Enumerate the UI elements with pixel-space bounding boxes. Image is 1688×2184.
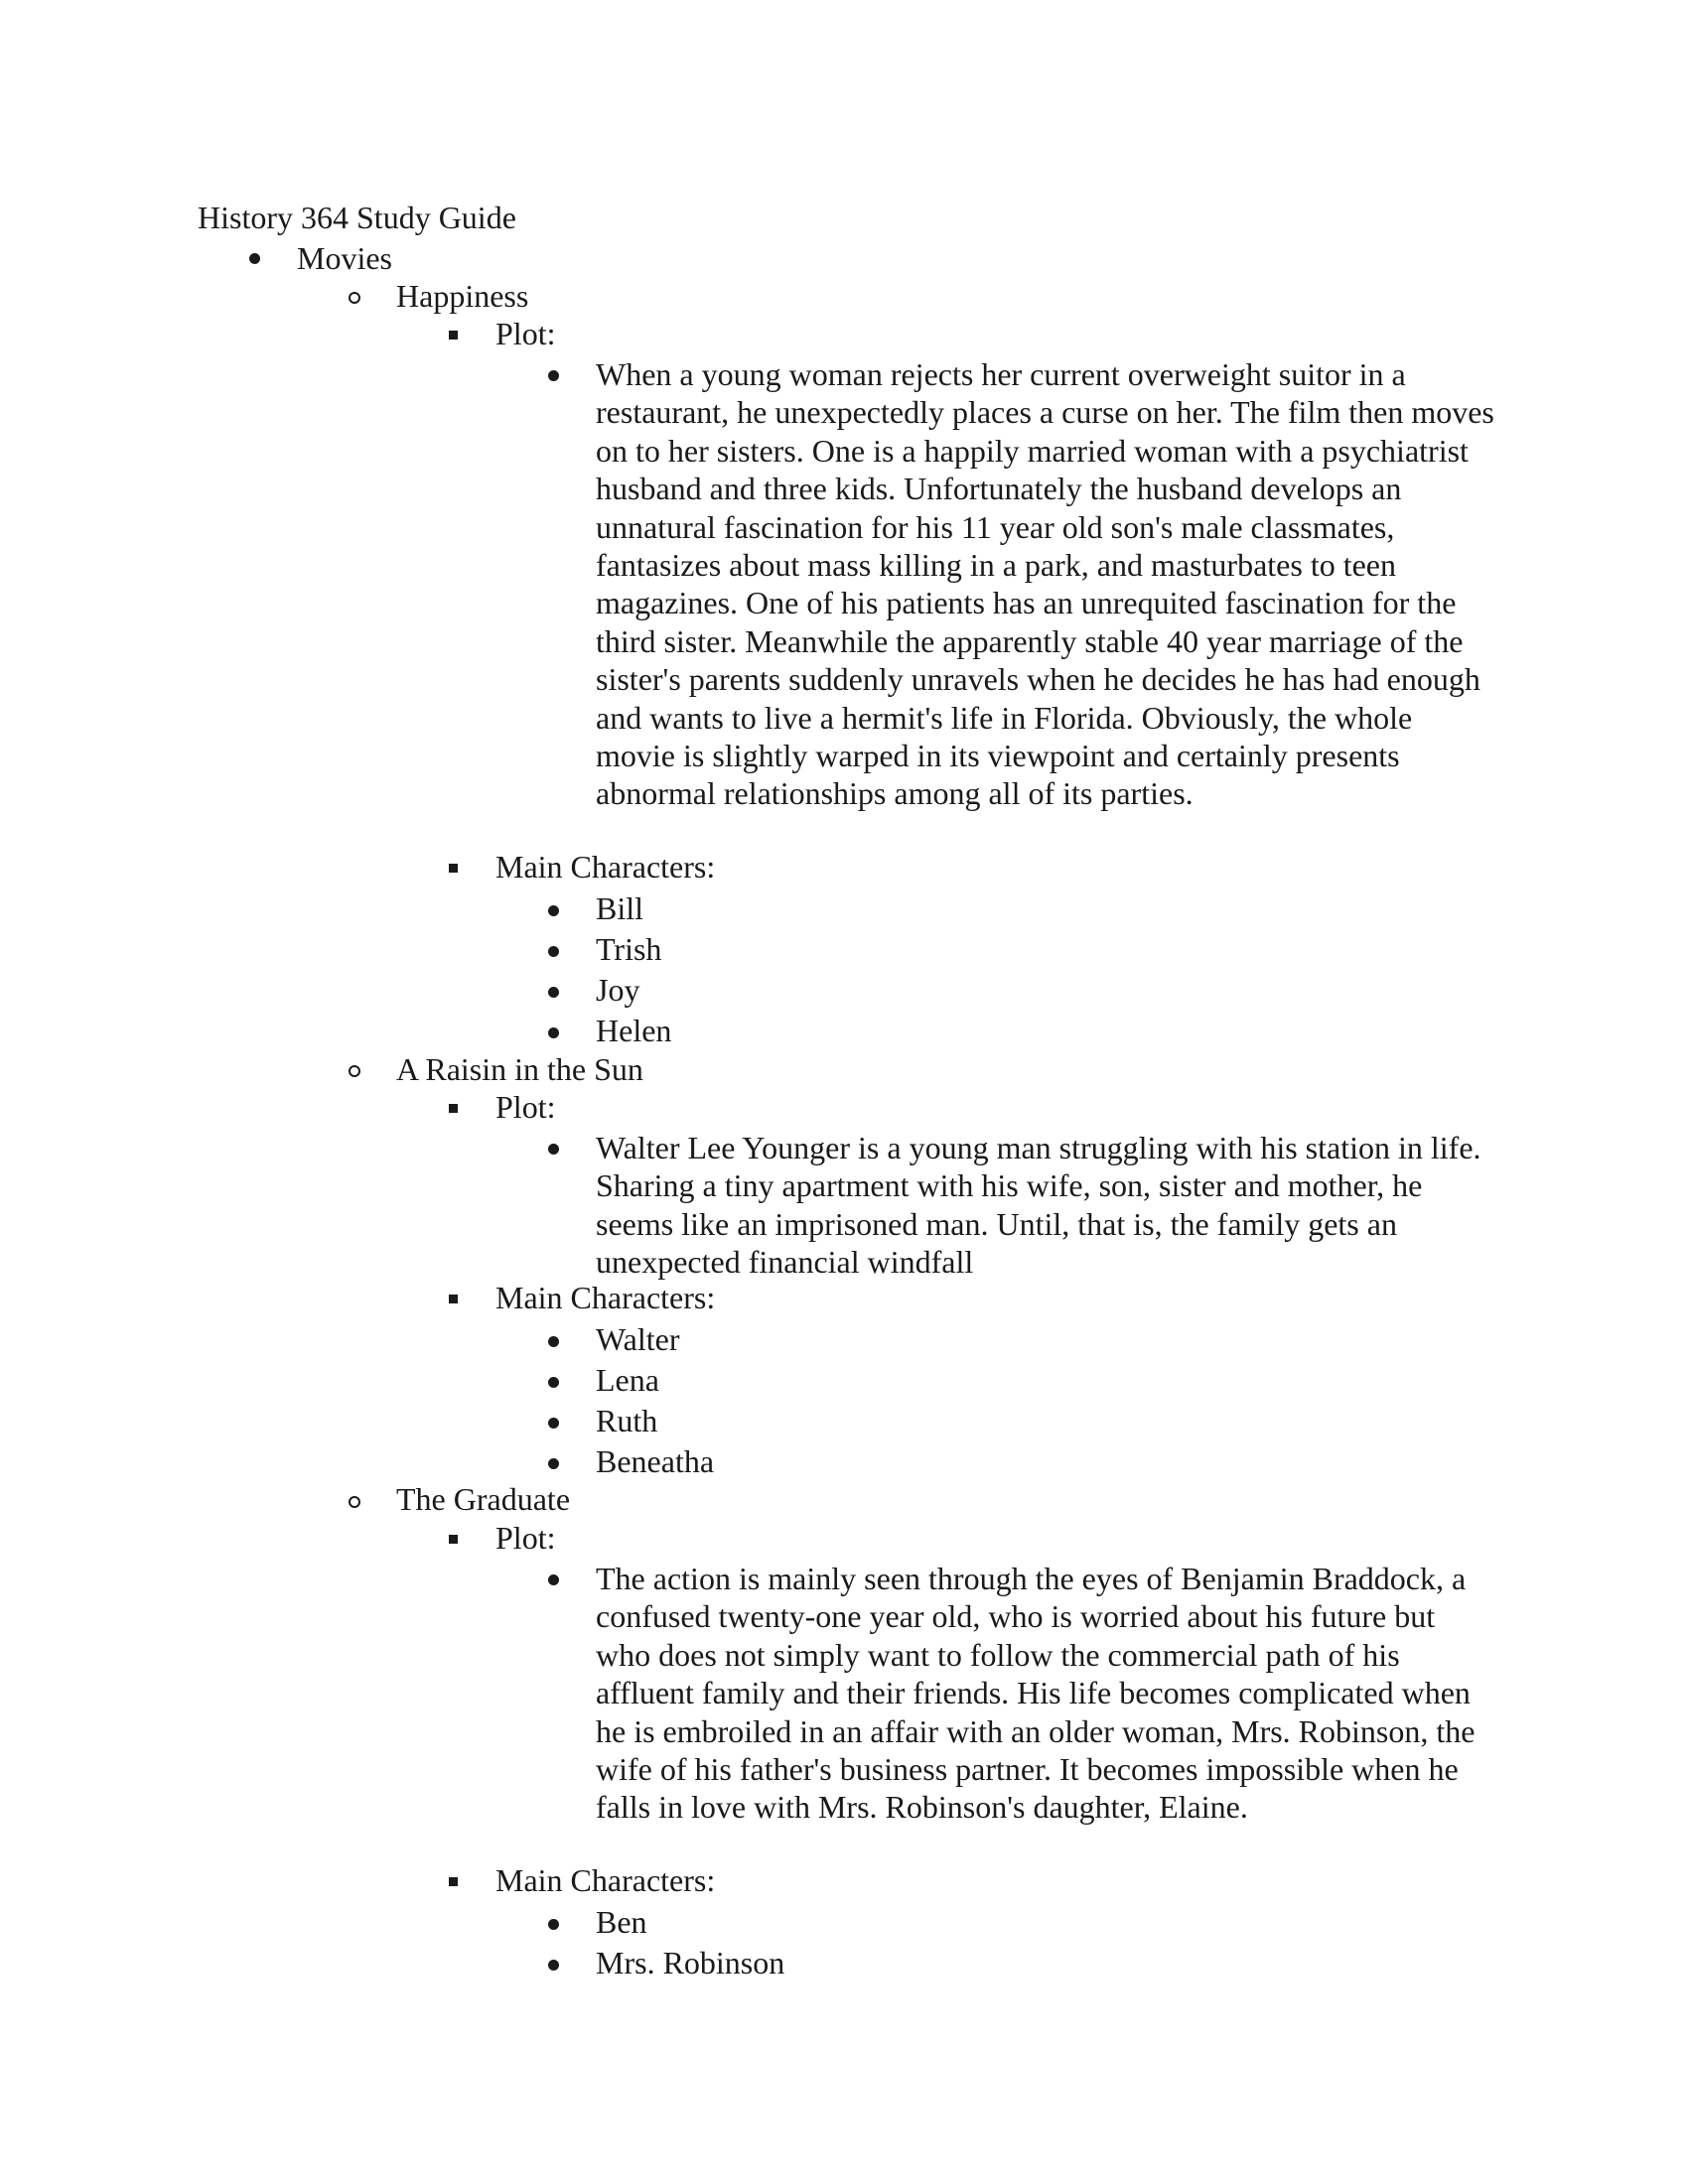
movie-title: The Graduate (396, 1481, 571, 1517)
level4-bullet (548, 1336, 559, 1347)
character-item: Lena (596, 1362, 659, 1398)
characters-label: Main Characters: (495, 1862, 716, 1898)
level1-bullet (249, 253, 260, 264)
level2-bullet (349, 1065, 360, 1077)
level3-bullet (449, 864, 458, 873)
level2-bullet (349, 292, 360, 304)
characters-label: Main Characters: (495, 849, 716, 885)
character-item: Helen (596, 1013, 672, 1048)
level4-bullet (548, 1919, 559, 1930)
character-item: Walter (596, 1321, 680, 1357)
level3-bullet (449, 1877, 458, 1886)
plot-text: Walter Lee Younger is a young man struggling with his station in life. Sharing a tiny apartment with his wife, son, sister and mother, he seems like an imprisoned man. Until, that is, the family gets an unexpected financial windfall (596, 1130, 1481, 1281)
characters-label: Main Characters: (495, 1280, 716, 1315)
plot-text: When a young woman rejects her current overweight suitor in a restaurant, he unexpectedly places a curse on her. The film then moves on to her sisters. One is a happily married woman with a psychiatrist husband and three kids. Unfortunately the husband develops an unnatural fascination for his 11 year old son's male classmates, fantasizes about mass killing in a park, and masturbates to teen magazines. One of his patients has an unrequited fascination for the third sister. Meanwhile the apparently stable 40 year marriage of the sister's parents suddenly unravels when he decides he has had enough and wants to live a hermit's life in Florida. Obviously, the whole movie is slightly warped in its viewpoint and certainly presents abnormal relationships among all of its parties. (596, 356, 1494, 812)
character-item: Bill (596, 890, 644, 926)
movie-title: A Raisin in the Sun (396, 1051, 643, 1087)
section-label: Movies (297, 240, 392, 276)
plot-label: Plot: (495, 1520, 556, 1556)
level4-bullet (548, 1960, 559, 1971)
level3-bullet (449, 1295, 458, 1303)
character-item: Ruth (596, 1403, 658, 1438)
character-item: Ben (596, 1904, 647, 1940)
level4-bullet (548, 946, 559, 957)
character-item: Mrs. Robinson (596, 1945, 785, 1980)
level4-bullet (548, 987, 559, 998)
level4-bullet (548, 905, 559, 916)
plot-label: Plot: (495, 316, 556, 351)
document-title: History 364 Study Guide (198, 200, 516, 235)
plot-label: Plot: (495, 1089, 556, 1125)
level3-bullet (449, 1535, 458, 1544)
level4-bullet (548, 370, 559, 381)
level4-bullet (548, 1458, 559, 1469)
level3-bullet (449, 1104, 458, 1113)
character-item: Joy (596, 972, 640, 1008)
level4-bullet (548, 1027, 559, 1038)
level3-bullet (449, 331, 458, 340)
level4-bullet (548, 1574, 559, 1585)
movie-title: Happiness (396, 278, 529, 314)
level2-bullet (349, 1496, 360, 1508)
level4-bullet (548, 1144, 559, 1155)
level4-bullet (548, 1418, 559, 1429)
plot-text: The action is mainly seen through the eyes of Benjamin Braddock, a confused twenty-one year old, who is worried about his future but who does not simply want to follow the commercial path of his affluent family and their friends. His life becomes complicated when he is embroiled in an affair with an older woman, Mrs. Robinson, the wife of his father's business partner. It becomes impossible when he falls in love with Mrs. Robinson's daughter, Elaine. (596, 1561, 1476, 1826)
character-item: Beneatha (596, 1443, 715, 1479)
character-item: Trish (596, 931, 662, 967)
level4-bullet (548, 1377, 559, 1388)
